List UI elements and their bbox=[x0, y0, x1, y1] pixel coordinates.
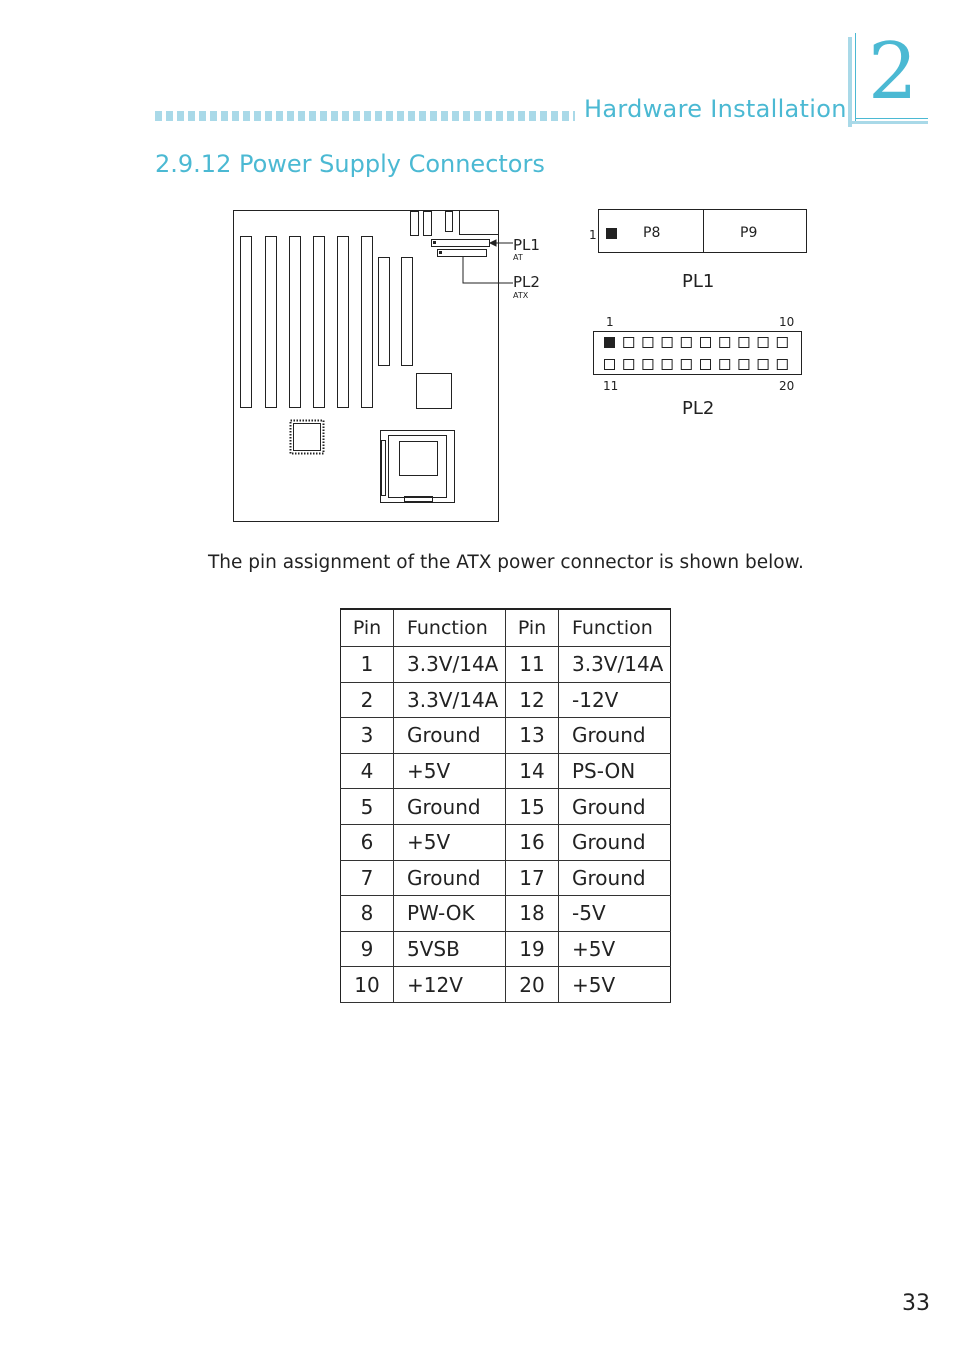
connector-pin bbox=[681, 338, 691, 348]
chapter-marker bbox=[848, 27, 928, 127]
pin-cell: 4 bbox=[341, 753, 394, 789]
connector-pin bbox=[701, 360, 711, 370]
connector-pin bbox=[624, 360, 634, 370]
function-cell: +5V bbox=[559, 967, 671, 1003]
function-cell: 3.3V/14A bbox=[559, 647, 671, 683]
pin-cell: 12 bbox=[506, 682, 559, 718]
pl2-label: PL2 bbox=[513, 273, 540, 291]
connector-pin bbox=[662, 338, 672, 348]
connector-pin bbox=[605, 338, 615, 348]
pin-assignment-table bbox=[340, 608, 671, 1003]
pl1-label: PL1 bbox=[513, 236, 540, 254]
pl1-pin1-label: 1 bbox=[589, 228, 597, 242]
pin-cell: 10 bbox=[341, 967, 394, 1003]
pin-cell: 8 bbox=[341, 896, 394, 932]
table-header-row bbox=[341, 609, 671, 647]
connector-pin bbox=[681, 360, 691, 370]
connector-pin bbox=[720, 360, 730, 370]
pl1-caption: PL1 bbox=[682, 271, 715, 292]
connector-pin bbox=[739, 360, 749, 370]
connector-pin bbox=[758, 338, 768, 348]
connector-pin bbox=[624, 338, 634, 348]
function-cell: -5V bbox=[559, 896, 671, 932]
intro-paragraph: The pin assignment of the ATX power connector is shown below. bbox=[208, 552, 804, 573]
header-function: Function bbox=[394, 609, 506, 647]
pl2-connector-diagram bbox=[590, 312, 815, 424]
function-cell: PS-ON bbox=[559, 753, 671, 789]
pin-cell: 2 bbox=[341, 682, 394, 718]
connector-pin bbox=[739, 338, 749, 348]
table-row bbox=[341, 860, 671, 896]
pin-cell: 17 bbox=[506, 860, 559, 896]
pin-cell: 1 bbox=[341, 647, 394, 683]
pl1-connector-diagram bbox=[585, 205, 815, 300]
plcc-chip bbox=[291, 421, 324, 454]
function-cell: PW-OK bbox=[394, 896, 506, 932]
header-function-2: Function bbox=[559, 609, 671, 647]
pin-cell: 20 bbox=[506, 967, 559, 1003]
function-cell: 3.3V/14A bbox=[394, 682, 506, 718]
pin-cell: 3 bbox=[341, 718, 394, 754]
pin-cell: 11 bbox=[506, 647, 559, 683]
function-cell: Ground bbox=[394, 718, 506, 754]
connector-pin bbox=[720, 338, 730, 348]
function-cell: Ground bbox=[559, 860, 671, 896]
pin-cell: 18 bbox=[506, 896, 559, 932]
function-cell: -12V bbox=[559, 682, 671, 718]
pl2-caption: PL2 bbox=[682, 398, 715, 419]
table-row bbox=[341, 824, 671, 860]
pl1-sub-label: AT bbox=[513, 253, 523, 262]
pl2-sub-label: ATX bbox=[513, 291, 529, 300]
table-row bbox=[341, 647, 671, 683]
connector-pin bbox=[643, 360, 653, 370]
pin-cell: 13 bbox=[506, 718, 559, 754]
function-cell: Ground bbox=[394, 789, 506, 825]
function-cell: +12V bbox=[394, 967, 506, 1003]
pl2-top-left-label: 1 bbox=[606, 315, 614, 329]
table-row bbox=[341, 967, 671, 1003]
pin-cell: 9 bbox=[341, 931, 394, 967]
function-cell: Ground bbox=[559, 718, 671, 754]
chapter-underline-line bbox=[855, 118, 928, 119]
connector-pin bbox=[758, 360, 768, 370]
function-cell: +5V bbox=[559, 931, 671, 967]
pin-cell: 16 bbox=[506, 824, 559, 860]
table-row bbox=[341, 896, 671, 932]
connector-pin bbox=[701, 338, 711, 348]
function-cell: +5V bbox=[394, 753, 506, 789]
pci-slots bbox=[379, 258, 413, 366]
pl2-pin-grid bbox=[605, 338, 788, 370]
table-row bbox=[341, 931, 671, 967]
function-cell: 5VSB bbox=[394, 931, 506, 967]
header-pin: Pin bbox=[341, 609, 394, 647]
chapter-bar-line bbox=[855, 33, 856, 123]
chapter-bar bbox=[848, 37, 852, 127]
header-pin-2: Pin bbox=[506, 609, 559, 647]
p9-label: P9 bbox=[740, 225, 758, 241]
pin-cell: 14 bbox=[506, 753, 559, 789]
motherboard-diagram bbox=[230, 205, 570, 527]
isa-slots bbox=[241, 237, 373, 408]
pl2-top-right-label: 10 bbox=[779, 315, 795, 329]
function-cell: +5V bbox=[394, 824, 506, 860]
section-title: 2.9.12 Power Supply Connectors bbox=[155, 150, 545, 178]
table-row bbox=[341, 718, 671, 754]
connector-pin bbox=[605, 360, 615, 370]
pin-cell: 19 bbox=[506, 931, 559, 967]
connector-pin bbox=[777, 360, 787, 370]
pl2-bottom-left-label: 11 bbox=[603, 379, 619, 393]
header-title: Hardware Installation bbox=[584, 95, 847, 123]
pin-cell: 7 bbox=[341, 860, 394, 896]
cpu-socket bbox=[381, 431, 455, 503]
connector-pin bbox=[777, 338, 787, 348]
function-cell: Ground bbox=[559, 824, 671, 860]
chapter-number: 2 bbox=[868, 27, 918, 117]
header-dotted-rule bbox=[155, 111, 575, 121]
connector-pin bbox=[662, 360, 672, 370]
top-connectors bbox=[411, 211, 499, 257]
connector-pin bbox=[643, 338, 653, 348]
table-row bbox=[341, 682, 671, 718]
function-cell: 3.3V/14A bbox=[394, 647, 506, 683]
page-number: 33 bbox=[902, 1291, 930, 1316]
pin-cell: 15 bbox=[506, 789, 559, 825]
function-cell: Ground bbox=[394, 860, 506, 896]
table-row bbox=[341, 753, 671, 789]
chapter-underline bbox=[848, 121, 928, 124]
function-cell: Ground bbox=[559, 789, 671, 825]
pl2-bottom-right-label: 20 bbox=[779, 379, 795, 393]
p8-label: P8 bbox=[643, 225, 661, 241]
table-row bbox=[341, 789, 671, 825]
pin-cell: 5 bbox=[341, 789, 394, 825]
pin-cell: 6 bbox=[341, 824, 394, 860]
